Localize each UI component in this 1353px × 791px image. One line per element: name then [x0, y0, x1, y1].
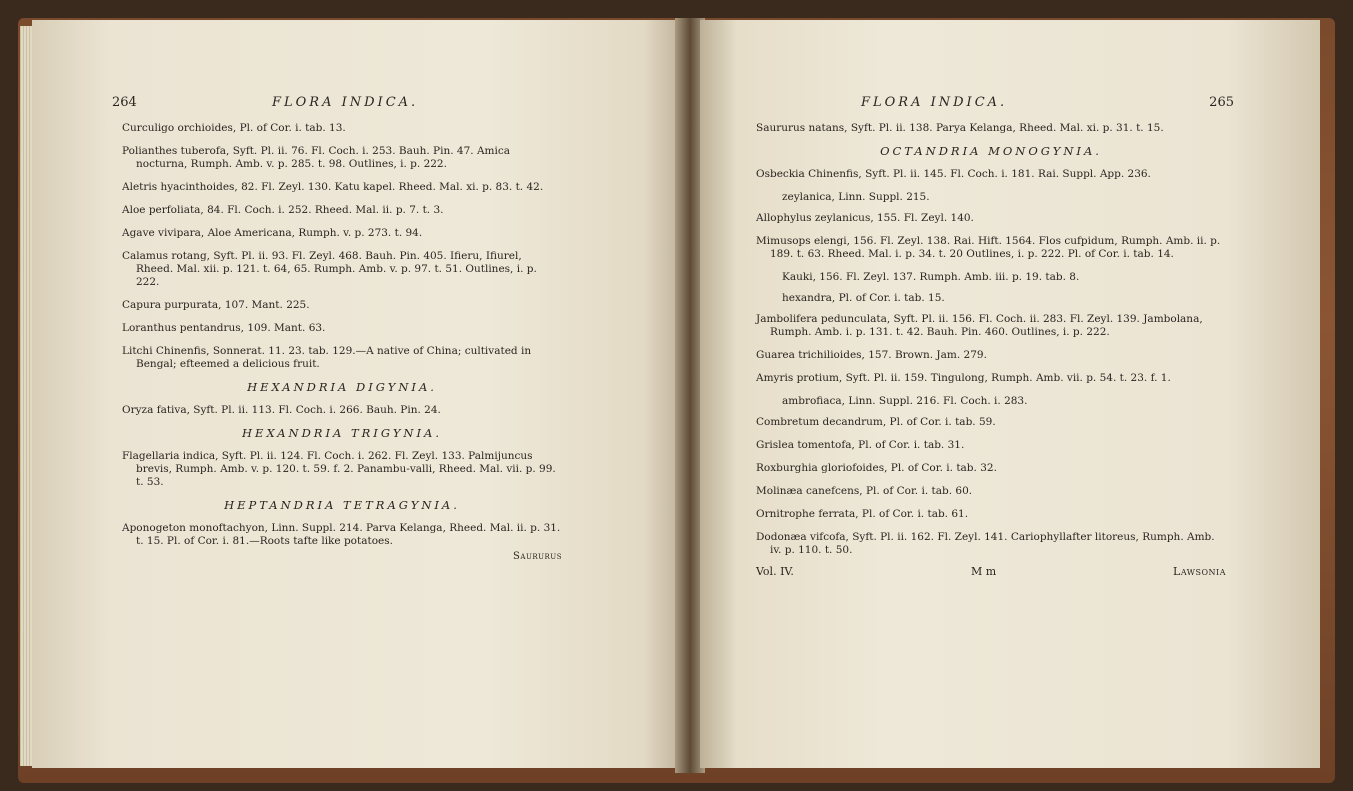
running-title: FLORA INDICA.: [861, 95, 1008, 110]
botanical-entry: Polianthes tuberofa, Syft. Pl. ii. 76. Fl. Coch. i. 253. Bauh. Pin. 47. Amica nocturna, Rumph. Amb. v. p. 285. t. 98. Outlines, i. p. 222.: [122, 145, 510, 170]
entry-list: [122, 404, 562, 417]
botanical-entry: Aletris hyacinthoides, 82. Fl. Zeyl. 130. Katu kapel. Rheed. Mal. xi. p. 83. t. 42.: [122, 181, 544, 193]
section-heading: OCTANDRIA MONOGYNIA.: [880, 144, 1102, 158]
botanical-entry: Litchi Chinenfis, Sonnerat. 11. 23. tab. 129.—A native of China; cultivated in Bengal; efteemed a delicious fruit.: [122, 345, 532, 370]
section-heading: HEXANDRIA DIGYNIA.: [247, 380, 437, 394]
botanical-entry: Jambolifera pedunculata, Syft. Pl. ii. 156. Fl. Coch. ii. 283. Fl. Zeyl. 139. Jambolana, Rumph. Amb. i. p. 131. t. 42. Bauh. Pin. 460. Outlines, i. p. 222.: [756, 313, 1203, 338]
catchword: Lawsonia: [1173, 565, 1226, 578]
running-title: FLORA INDICA.: [272, 95, 419, 110]
left-page-text: [112, 95, 562, 563]
botanical-entry: Ornitrophe ferrata, Pl. of Cor. i. tab. 61.: [756, 508, 969, 520]
botanical-entry: zeylanica, Linn. Suppl. 215.: [782, 191, 930, 203]
botanical-entry: Amyris protium, Syft. Pl. ii. 159. Tingulong, Rumph. Amb. vii. p. 54. t. 23. f. 1.: [756, 372, 1171, 384]
page-number: 264: [112, 95, 137, 110]
botanical-entry: Oryza fativa, Syft. Pl. ii. 113. Fl. Coch. i. 266. Bauh. Pin. 24.: [122, 404, 441, 416]
entry-list: [756, 168, 1226, 557]
section-heading: HEXANDRIA TRIGYNIA.: [242, 426, 442, 440]
botanical-entry: Guarea trichilioides, 157. Brown. Jam. 279.: [756, 349, 987, 361]
botanical-entry: Saururus natans, Syft. Pl. ii. 138. Parya Kelanga, Rheed. Mal. xi. p. 31. t. 15.: [756, 122, 1164, 134]
botanical-entry: Curculigo orchioides, Pl. of Cor. i. tab. 13.: [122, 122, 346, 134]
botanical-entry: Combretum decandrum, Pl. of Cor. i. tab. 59.: [756, 416, 996, 428]
botanical-entry: hexandra, Pl. of Cor. i. tab. 15.: [782, 292, 945, 304]
botanical-entry: Aloe perfoliata, 84. Fl. Coch. i. 252. Rheed. Mal. ii. p. 7. t. 3.: [122, 204, 444, 216]
botanical-entry: Aponogeton monoftachyon, Linn. Suppl. 214. Parva Kelanga, Rheed. Mal. ii. p. 31. t. 15. Pl. of Cor. i. 81.—Roots tafte like potatoes.: [122, 522, 561, 547]
entry-list: [122, 122, 562, 371]
right-page-text: [756, 95, 1234, 581]
left-header: [112, 95, 562, 122]
entry-list: [122, 450, 562, 489]
botanical-entry: Osbeckia Chinenfis, Syft. Pl. ii. 145. Fl. Coch. i. 181. Rai. Suppl. App. 236.: [756, 168, 1151, 180]
botanical-entry: Allophylus zeylanicus, 155. Fl. Zeyl. 140.: [756, 212, 974, 224]
botanical-entry: Calamus rotang, Syft. Pl. ii. 93. Fl. Zeyl. 468. Bauh. Pin. 405. Ifieru, Ifiurel, Rheed. Mal. xii. p. 121. t. 64, 65. Rumph. Amb. v. p. 97. t. 51. Outlines, i. p. 222.: [122, 250, 537, 288]
entry-list: [756, 122, 1226, 135]
botanical-entry: Roxburghia gloriofoides, Pl. of Cor. i. tab. 32.: [756, 462, 997, 474]
botanical-entry: Flagellaria indica, Syft. Pl. ii. 124. Fl. Coch. i. 262. Fl. Zeyl. 133. Palmijuncus brevis, Rumph. Amb. v. p. 120. t. 59. f. 2. Panambu-valli, Rheed. Mal. vii. p. 99. t. 53.: [122, 450, 556, 488]
botanical-entry: Loranthus pentandrus, 109. Mant. 63.: [122, 322, 326, 334]
page-footer: [756, 565, 1226, 581]
volume-signature: Vol. IV.: [756, 565, 794, 578]
left-page: [32, 20, 682, 768]
section-heading: HEPTANDRIA TETRAGYNIA.: [224, 498, 460, 512]
gathering-signature: M m: [971, 565, 997, 578]
botanical-entry: Agave vivipara, Aloe Americana, Rumph. v. p. 273. t. 94.: [122, 227, 423, 239]
right-header: [756, 95, 1234, 122]
botanical-entry: Mimusops elengi, 156. Fl. Zeyl. 138. Rai. Hift. 1564. Flos cufpidum, Rumph. Amb. ii. p. 189. t. 63. Rheed. Mal. i. p. 34. t. 20 Outlines, i. p. 222. Pl. of Cor. i. tab. 14.: [756, 235, 1221, 260]
catchword: Saururus: [513, 551, 562, 562]
botanical-entry: Grislea tomentofa, Pl. of Cor. i. tab. 31.: [756, 439, 965, 451]
botanical-entry: Kauki, 156. Fl. Zeyl. 137. Rumph. Amb. iii. p. 19. tab. 8.: [782, 271, 1080, 283]
botanical-entry: Dodonæa vifcofa, Syft. Pl. ii. 162. Fl. Zeyl. 141. Cariophyllafter litoreus, Rumph. Amb. iv. p. 110. t. 50.: [756, 531, 1215, 556]
entry-list: [122, 522, 562, 548]
page-number: 265: [1209, 95, 1234, 110]
botanical-entry: Capura purpurata, 107. Mant. 225.: [122, 299, 310, 311]
botanical-entry: ambrofiaca, Linn. Suppl. 216. Fl. Coch. i. 283.: [782, 395, 1028, 407]
botanical-entry: Molinæa canefcens, Pl. of Cor. i. tab. 60.: [756, 485, 973, 497]
right-page: [700, 20, 1320, 768]
